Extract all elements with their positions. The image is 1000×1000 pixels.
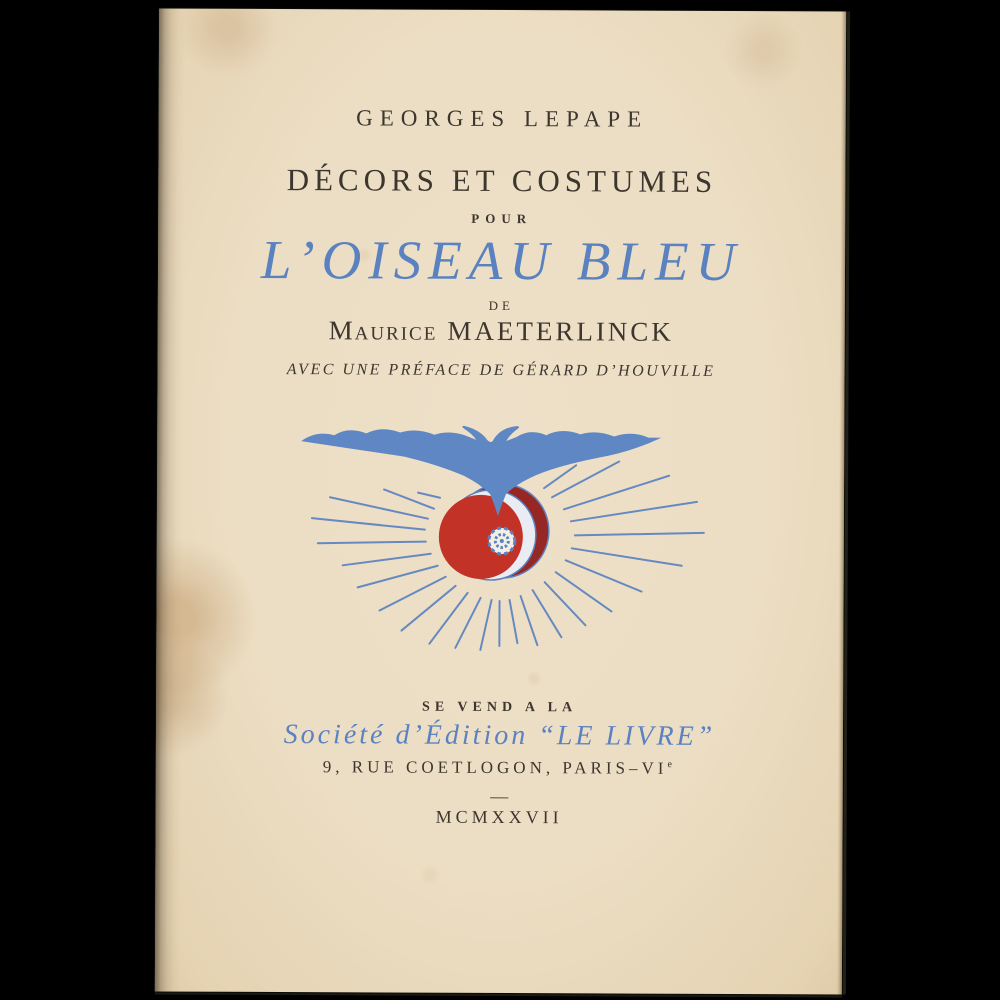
rosette-icon xyxy=(489,528,515,554)
address-main: 9, RUE COETLOGON, PARIS–VI xyxy=(322,757,668,778)
author2-first: Maurice xyxy=(328,315,438,346)
cover-title: DÉCORS ET COSTUMES xyxy=(286,162,718,199)
cover-divider: — xyxy=(490,785,509,807)
cover-address xyxy=(156,756,843,779)
author2-last: MAETERLINCK xyxy=(447,315,674,347)
cover-de: DE xyxy=(488,297,515,314)
book-cover xyxy=(155,9,846,995)
cover-pour: POUR xyxy=(471,210,533,227)
bluebird-illustration xyxy=(287,423,712,665)
cover-main-title: L’OISEAU BLEU xyxy=(260,228,743,293)
address-superscript: e xyxy=(667,759,676,771)
cover-preface: AVEC UNE PRÉFACE DE GÉRARD D’HOUVILLE xyxy=(286,361,716,380)
cover-sold-at: SE VEND A LA xyxy=(422,699,578,716)
cover-author: GEORGES LEPAPE xyxy=(356,105,649,132)
cover-year: MCMXXVII xyxy=(435,806,563,828)
cover-publisher: Société d’Édition “LE LIVRE” xyxy=(283,719,716,752)
cover-author2 xyxy=(158,315,845,349)
